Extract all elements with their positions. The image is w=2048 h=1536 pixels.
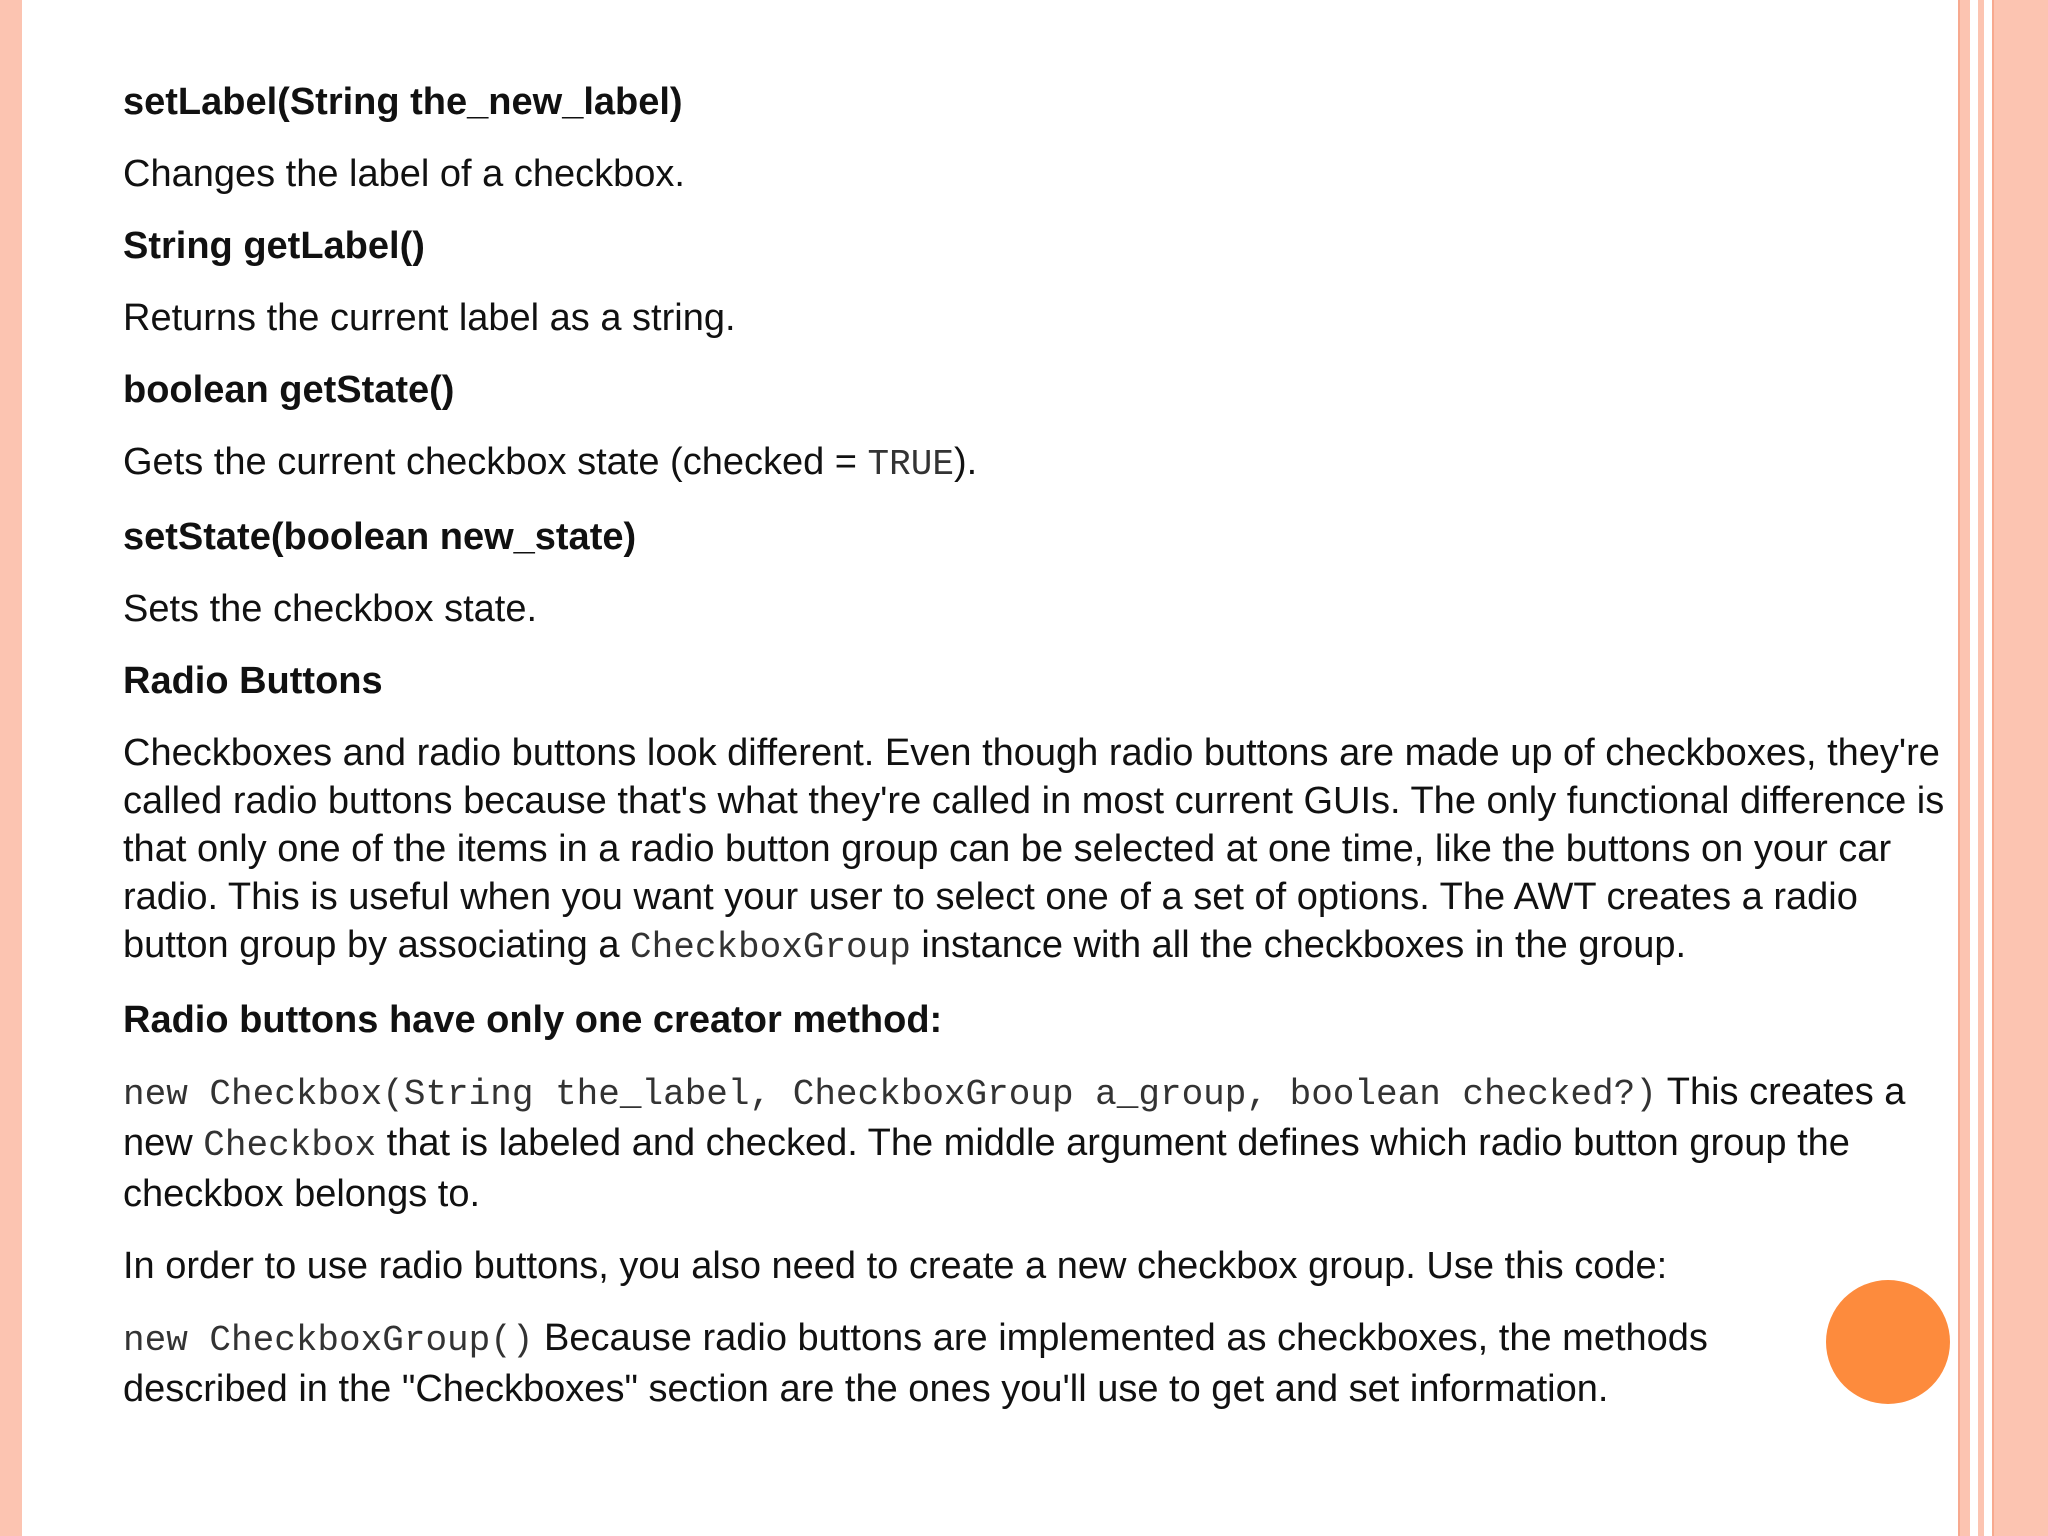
code-literal: Checkbox [203, 1125, 377, 1166]
creator-paragraph [123, 1068, 1953, 1218]
radio-buttons-paragraph [123, 729, 1953, 972]
method-heading: setLabel(String the_new_label) [123, 81, 683, 123]
paragraph-text: Because radio buttons are implemented as checkboxes, the methods described in the "Checkboxes" section are the ones you'll use to get and set information. [123, 1317, 1708, 1410]
section-heading: Radio buttons have only one creator method: [123, 999, 943, 1041]
description-text: ). [953, 441, 978, 483]
right-border-line [1992, 0, 1994, 1536]
description-text: Gets the current checkbox state (checked = [123, 441, 868, 483]
method-description [123, 438, 1953, 489]
method-heading: setState(boolean new_state) [123, 516, 637, 558]
code-literal: new Checkbox(String the_label, CheckboxGroup a_group, boolean checked?) [123, 1074, 1657, 1115]
method-description: Sets the checkbox state. [123, 588, 538, 630]
group-code-paragraph [123, 1314, 1783, 1413]
decorative-circle [1826, 1280, 1950, 1404]
left-border-bar [0, 0, 22, 1536]
paragraph-text: instance with all the checkboxes in the group. [910, 924, 1687, 966]
code-literal: CheckboxGroup [630, 927, 911, 968]
paragraph-text: This creates a new [123, 1071, 1906, 1164]
method-description: Returns the current label as a string. [123, 297, 736, 339]
group-intro-paragraph: In order to use radio buttons, you also need to create a new checkbox group. Use this code: [123, 1245, 1668, 1287]
code-literal: TRUE [867, 444, 954, 485]
method-description: Changes the label of a checkbox. [123, 153, 685, 195]
slide-content [123, 78, 1953, 1437]
section-heading: Radio Buttons [123, 660, 383, 702]
paragraph-text: Checkboxes and radio buttons look different. Even though radio buttons are made up of checkboxes, they're called radio buttons because that's what they're called in most current GUIs. The only functional difference is that only one of the items in a radio button group can be selected at one time, like the buttons on your car radio. This is useful when you want your user to select one of a set of options. The AWT creates a radio button group by associating a [123, 732, 1945, 966]
right-border-stripe [1978, 0, 1984, 1536]
right-border-stripe [1992, 0, 2048, 1536]
method-heading: String getLabel() [123, 225, 425, 267]
method-heading: boolean getState() [123, 369, 455, 411]
code-literal: new CheckboxGroup() [123, 1320, 534, 1361]
right-border-line [1958, 0, 1960, 1536]
paragraph-text: that is labeled and checked. The middle argument defines which radio button group the checkbox belongs to. [123, 1122, 1850, 1215]
